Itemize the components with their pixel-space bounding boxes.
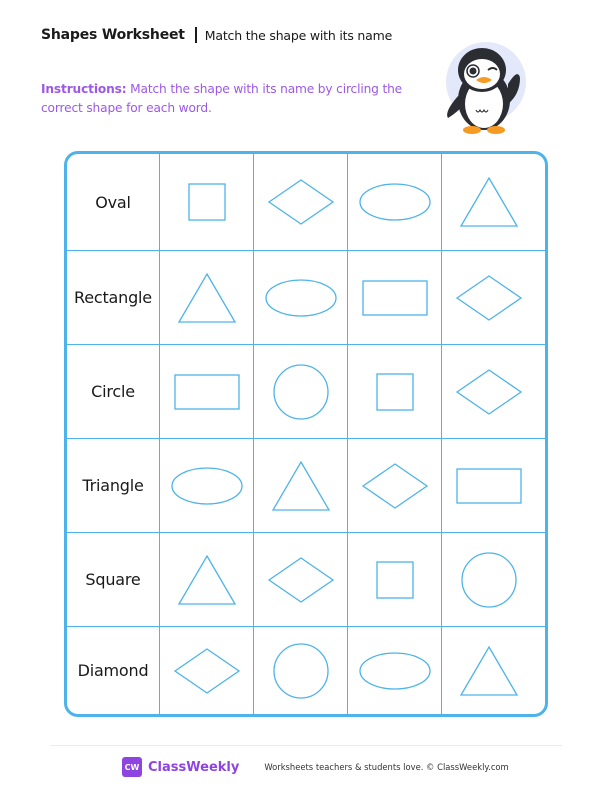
shape-name-label: Oval xyxy=(95,192,131,212)
shape-option-triangle[interactable] xyxy=(159,533,253,626)
shape-name-label: Diamond xyxy=(77,661,149,680)
diamond-icon xyxy=(268,179,334,225)
shape-option-oval[interactable] xyxy=(347,627,441,714)
penguin-mascot-icon xyxy=(438,38,530,136)
square-icon xyxy=(376,373,414,411)
oval-icon xyxy=(359,652,431,690)
shape-matching-grid xyxy=(64,151,548,717)
oval-icon xyxy=(359,183,431,221)
instructions-text: Match the shape with its name by circling the correct shape for each word. xyxy=(41,82,403,115)
shape-option-oval[interactable] xyxy=(347,154,441,250)
worksheet-title: Shapes Worksheet xyxy=(41,27,185,43)
grid-row-triangle xyxy=(67,438,545,532)
shape-name-label: Rectangle xyxy=(74,288,152,307)
triangle-icon xyxy=(272,461,330,511)
worksheet-subtitle: Match the shape with its name xyxy=(204,27,393,43)
triangle-icon xyxy=(460,646,518,696)
shape-option-diamond[interactable] xyxy=(347,439,441,532)
shape-option-triangle[interactable] xyxy=(159,251,253,344)
instructions-label: Instructions: xyxy=(41,82,127,96)
diamond-icon xyxy=(268,557,334,603)
shape-option-square[interactable] xyxy=(159,154,253,250)
triangle-icon xyxy=(178,273,236,323)
shape-option-diamond[interactable] xyxy=(159,627,253,714)
footer xyxy=(122,757,509,777)
square-icon xyxy=(376,561,414,599)
shape-option-square[interactable] xyxy=(347,533,441,626)
grid-row-diamond xyxy=(67,626,545,714)
footer-tagline: Worksheets teachers & students love. © ClassWeekly.com xyxy=(264,762,509,772)
oval-icon xyxy=(171,467,243,505)
triangle-icon xyxy=(178,555,236,605)
diamond-icon xyxy=(362,463,428,509)
shape-name-label: Square xyxy=(85,570,141,589)
grid-row-circle xyxy=(67,344,545,438)
shape-option-rectangle[interactable] xyxy=(441,439,535,532)
classweekly-logo-icon: CW xyxy=(122,757,142,777)
title-separator xyxy=(195,27,197,43)
diamond-icon xyxy=(456,275,522,321)
shape-option-rectangle[interactable] xyxy=(347,251,441,344)
shape-option-circle[interactable] xyxy=(253,627,347,714)
shape-option-diamond[interactable] xyxy=(441,345,535,438)
shape-option-triangle[interactable] xyxy=(253,439,347,532)
shape-option-square[interactable] xyxy=(347,345,441,438)
shape-option-diamond[interactable] xyxy=(253,154,347,250)
rectangle-icon xyxy=(362,280,428,316)
shape-option-triangle[interactable] xyxy=(441,627,535,714)
shape-option-diamond[interactable] xyxy=(253,533,347,626)
triangle-icon xyxy=(460,177,518,227)
shape-option-oval[interactable] xyxy=(159,439,253,532)
instructions xyxy=(41,80,421,118)
circle-icon xyxy=(273,643,329,699)
grid-row-rectangle xyxy=(67,250,545,344)
rectangle-icon xyxy=(456,468,522,504)
shape-option-circle[interactable] xyxy=(441,533,535,626)
oval-icon xyxy=(265,279,337,317)
circle-icon xyxy=(461,552,517,608)
shape-option-oval[interactable] xyxy=(253,251,347,344)
square-icon xyxy=(188,183,226,221)
diamond-icon xyxy=(456,369,522,415)
grid-row-oval xyxy=(67,154,545,250)
circle-icon xyxy=(273,364,329,420)
shape-option-triangle[interactable] xyxy=(441,154,535,250)
rectangle-icon xyxy=(174,374,240,410)
diamond-icon xyxy=(174,648,240,694)
shape-name-label: Circle xyxy=(91,382,135,401)
grid-row-square xyxy=(67,532,545,626)
worksheet-header xyxy=(41,27,392,43)
brand-name: ClassWeekly xyxy=(148,759,240,775)
shape-option-rectangle[interactable] xyxy=(159,345,253,438)
shape-option-diamond[interactable] xyxy=(441,251,535,344)
shape-name-label: Triangle xyxy=(82,476,144,495)
footer-divider xyxy=(50,745,562,746)
shape-option-circle[interactable] xyxy=(253,345,347,438)
